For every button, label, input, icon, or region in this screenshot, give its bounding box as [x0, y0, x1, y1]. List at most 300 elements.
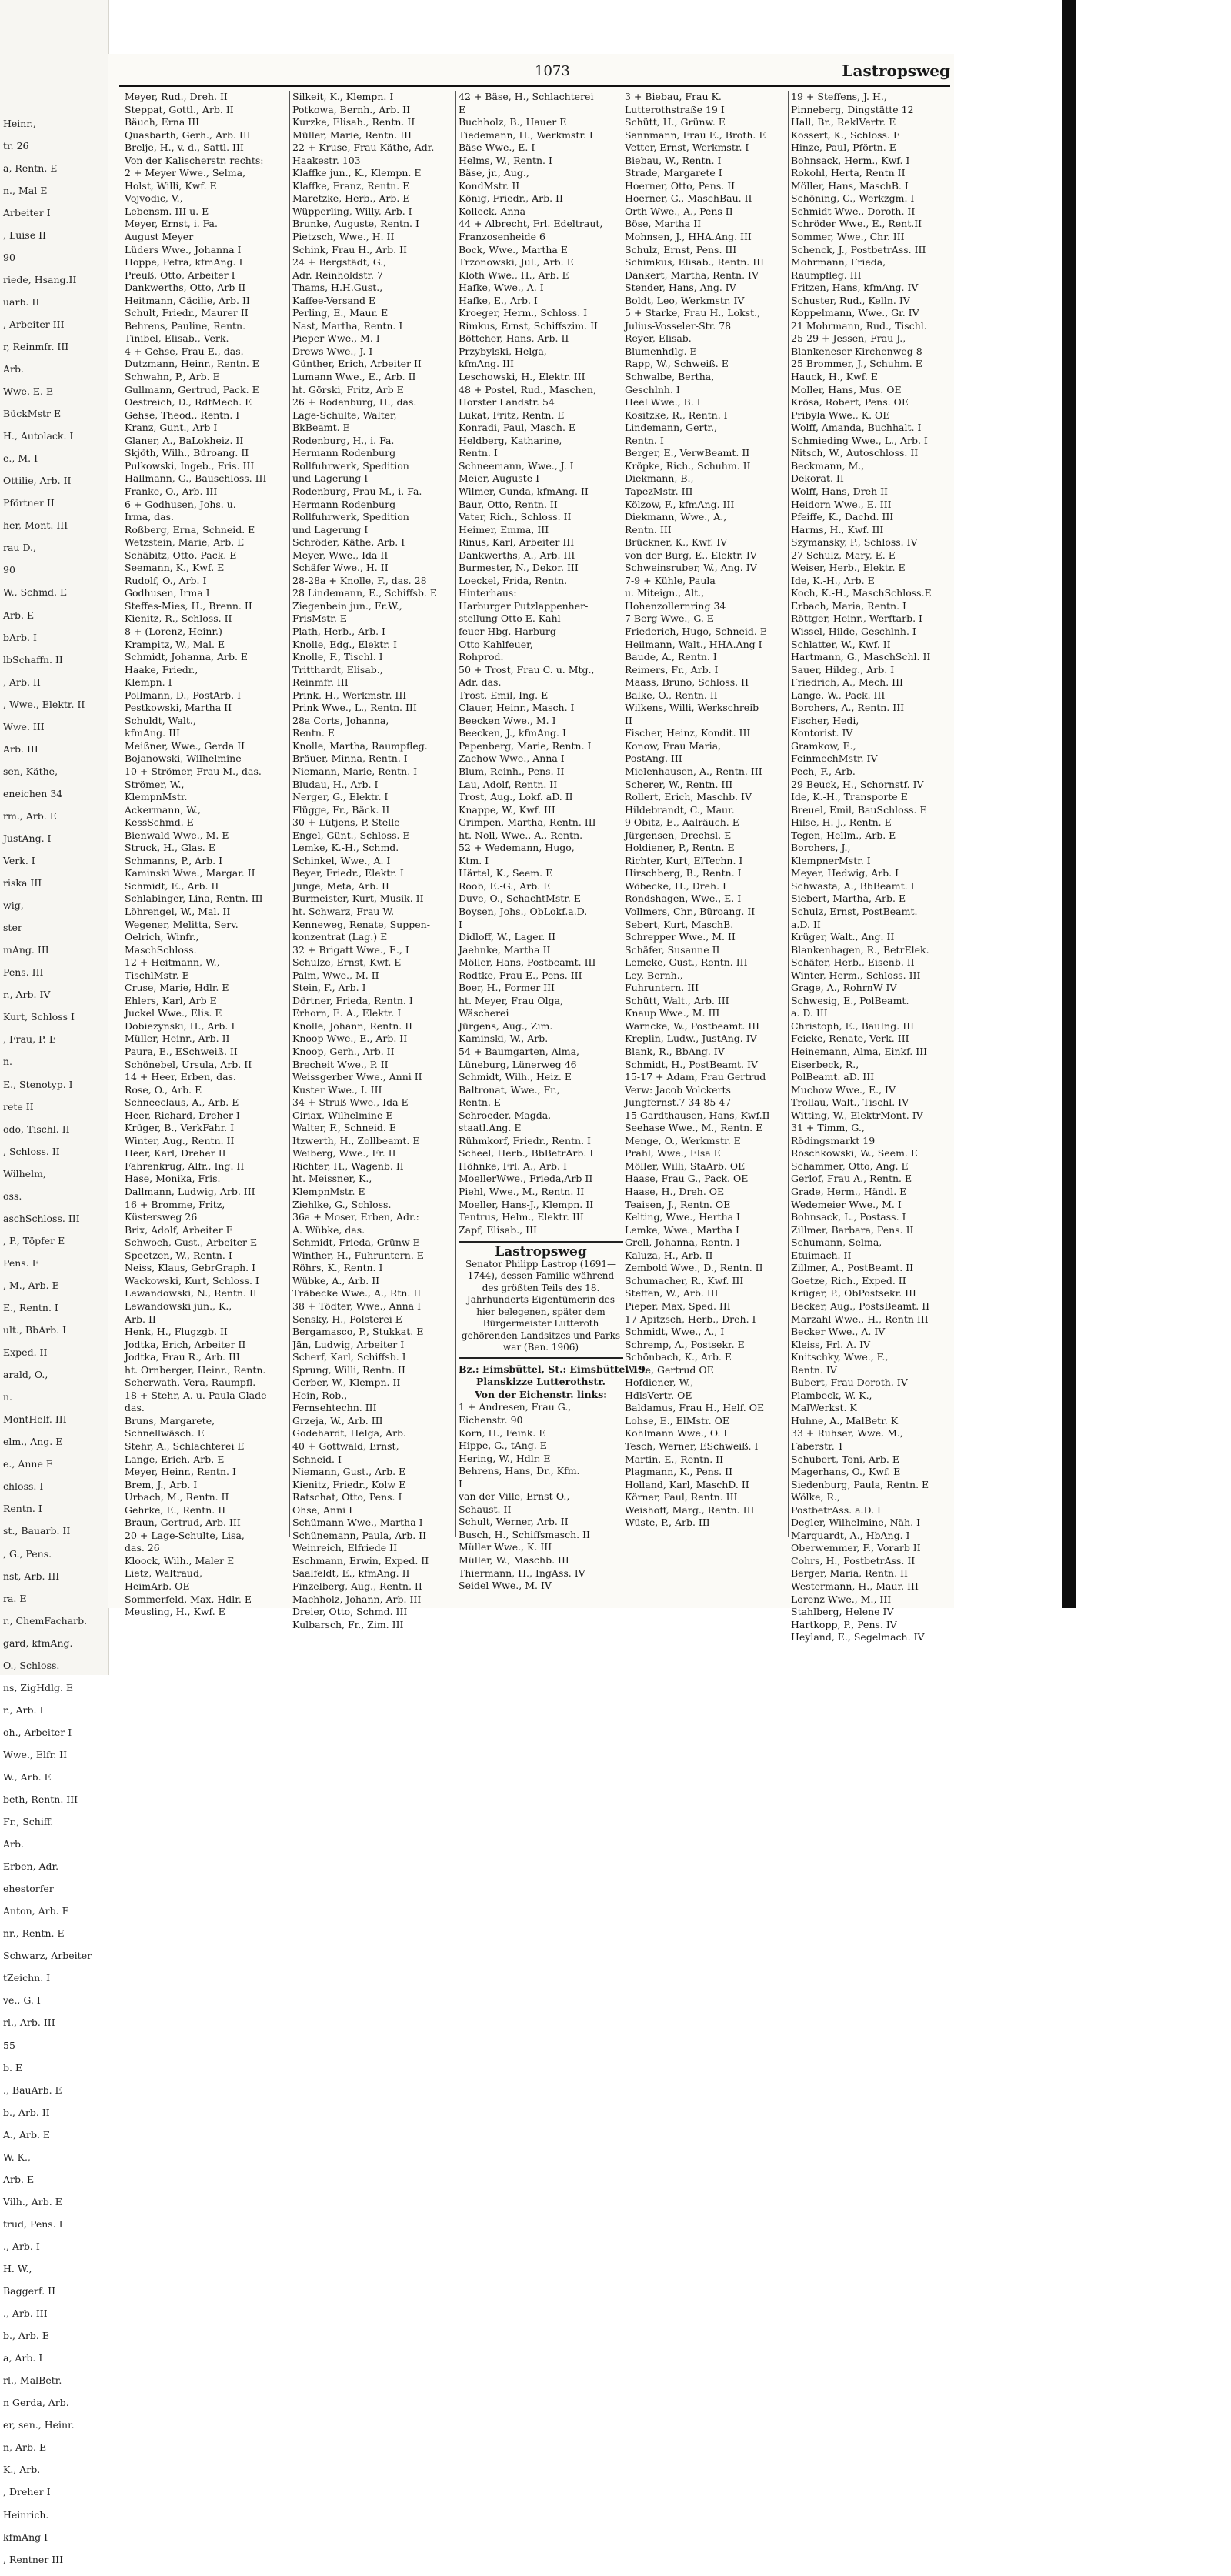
- directory-entry: sen, Käthe,: [3, 765, 58, 777]
- directory-entry: Strömer, W.,: [125, 778, 185, 790]
- directory-entry: ehestorfer: [3, 1883, 54, 1895]
- directory-entry: Schütt, H., Grünw. E: [625, 116, 726, 128]
- directory-entry: KondMstr. II: [459, 179, 520, 192]
- directory-entry: Diekmann, B.,: [625, 472, 694, 485]
- directory-entry: Schaust. II: [459, 1503, 512, 1515]
- directory-entry: 42 + Bäse, H., Schlachterei: [459, 91, 594, 102]
- directory-entry: Gehse, Theod., Rentn. I: [125, 409, 240, 421]
- directory-entry: Lindemann, Gertr.,: [625, 422, 718, 434]
- page-header: [119, 60, 950, 83]
- directory-entry: Bludau, H., Arb. I: [292, 778, 379, 790]
- directory-entry: Erbach, Maria, Rentn. I: [791, 599, 906, 612]
- directory-entry: TischlMstr. E: [125, 969, 189, 981]
- directory-entry: Pietzsch, Wwe., H. II: [292, 231, 395, 243]
- directory-entry: Wilmer, Gunda, kfmAng. II: [459, 485, 589, 497]
- directory-entry: Seehase Wwe., M., Rentn. E: [625, 1122, 763, 1134]
- directory-entry: gard, kfmAng.: [3, 1637, 73, 1649]
- directory-entry: König, Friedr., Arb. II: [459, 192, 563, 205]
- directory-entry: 9 Obitz, E., Aalräuch. E: [625, 816, 739, 829]
- directory-entry: Tegen, Hellm., Arb. E: [791, 829, 896, 841]
- directory-entry: Schulz, Ernst, Pens. III: [625, 243, 737, 255]
- directory-entry: Hinterhaus:: [459, 587, 517, 599]
- directory-entry: Böse, Martha II: [625, 218, 702, 230]
- directory-entry: Ottilie, Arb. II: [3, 475, 72, 487]
- directory-entry: 15 Gardthausen, Hans, Kwf.II: [625, 1109, 770, 1121]
- directory-entry: Löhrengel, W., Mal. II: [125, 906, 231, 917]
- directory-entry: Boysen, Johs., ObLokf.a.D.: [459, 906, 588, 917]
- directory-entry: Rentn. IV: [791, 1363, 837, 1376]
- directory-entry: Trzonowski, Jul., Arb. E: [459, 256, 574, 269]
- directory-entry: Kontorist. IV: [791, 727, 853, 739]
- directory-entry: uarb. II: [3, 295, 40, 308]
- directory-entry: Schneid. I: [292, 1453, 342, 1465]
- directory-entry: 10 + Strömer, Frau M., das.: [125, 765, 262, 777]
- directory-entry: 15-17 + Adam, Frau Gertrud: [625, 1071, 766, 1083]
- directory-entry: 16 + Bromme, Fritz,: [125, 1198, 225, 1210]
- directory-entry: nr., Rentn. E: [3, 1927, 65, 1940]
- directory-entry: Tesch, Werner, ESchweiß. I: [625, 1440, 759, 1452]
- directory-entry: Lohse, E., ElMstr. OE: [625, 1414, 729, 1426]
- directory-entry: von der Burg, E., Elektr. IV: [625, 549, 757, 561]
- directory-entry: e., Anne E: [3, 1458, 53, 1470]
- directory-entry: Dutzmann, Heinr., Rentn. E: [125, 358, 259, 370]
- directory-entry: Heer, Karl, Dreher II: [125, 1147, 226, 1160]
- directory-entry: BkBeamt. E: [292, 422, 350, 434]
- directory-entry: wig,: [3, 899, 24, 912]
- directory-entry: Rödingsmarkt 19: [791, 1134, 876, 1146]
- directory-entry: r., Arb. I: [3, 1703, 44, 1716]
- directory-entry: Kienitz, R., Schloss. II: [125, 612, 232, 625]
- directory-entry: Glaner, A., BaLokheiz. II: [125, 434, 244, 446]
- directory-entry: Heel Wwe., B. I: [625, 396, 701, 409]
- directory-entry: Meyer, Wwe., Ida II: [292, 549, 389, 561]
- directory-entry: aschSchloss. III: [3, 1212, 80, 1224]
- directory-entry: Kreplin, Ludw., JustAng. IV: [625, 1033, 757, 1045]
- directory-entry: Sprung, Willi, Rentn. II: [292, 1363, 405, 1376]
- directory-entry: her, Mont. III: [3, 519, 68, 532]
- directory-entry: Ley, Bernh.,: [625, 969, 683, 981]
- directory-entry: Heilmann, Walt., HHA.Ang I: [625, 638, 762, 650]
- directory-entry: Schmidt, E., Arb. II: [125, 879, 219, 892]
- directory-entry: Holst, Willi, Kwf. E: [125, 179, 217, 192]
- directory-entry: Kaffee-Versand E: [292, 294, 376, 306]
- directory-entry: Günther, Erich, Arbeiter II: [292, 358, 422, 370]
- directory-entry: Krüger, P., ObPostsekr. III: [791, 1287, 916, 1300]
- directory-entry: Krösa, Robert, Pens. OE: [791, 396, 909, 409]
- directory-entry: Hippe, G., tAng. E: [459, 1440, 547, 1452]
- directory-entry: Juckel Wwe., Elis. E: [125, 1007, 222, 1019]
- directory-entry: Tiedemann, H., Werkmstr. I: [459, 128, 593, 141]
- directory-entry: Schumacher, R., Kwf. III: [625, 1274, 744, 1286]
- directory-entry: Busch, H., Schiffsmasch. II: [459, 1528, 590, 1540]
- directory-entry: feuer Hbg.-Harburg: [459, 625, 556, 637]
- directory-entry: Flügge, Fr., Bäck. II: [292, 803, 390, 816]
- directory-entry: Hildebrandt, C., Maur.: [625, 803, 735, 816]
- directory-entry: 22 + Kruse, Frau Käthe, Adr.: [292, 142, 435, 154]
- directory-entry: Sommer, Wwe., Chr. III: [791, 231, 905, 243]
- directory-entry: Klaffke jun., K., Klempn. E: [292, 167, 422, 179]
- directory-entry: Bienwald Wwe., M. E: [125, 829, 229, 841]
- directory-entry: Sommerfeld, Max, Hdlr. E: [125, 1593, 252, 1605]
- directory-entry: Heinr.,: [3, 117, 36, 129]
- directory-entry: ult., BbArb. I: [3, 1324, 67, 1336]
- directory-entry: Eiserbeck, R.,: [791, 1058, 859, 1070]
- directory-entry: Hein, Rob.,: [292, 1389, 348, 1401]
- directory-entry: Wöbecke, H., Dreh. I: [625, 879, 726, 892]
- directory-entry: Knolle, Martha, Raumpfleg.: [292, 739, 428, 752]
- directory-entry: Wäscherei: [459, 1007, 509, 1019]
- directory-entry: Oelrich, Winfr.,: [125, 931, 199, 943]
- directory-entry: 5 + Starke, Frau H., Lokst.,: [625, 307, 761, 319]
- directory-entry: H., Autolack. I: [3, 430, 74, 442]
- directory-entry: Roschkowski, W., Seem. E: [791, 1147, 919, 1160]
- directory-entry: Weiser, Herb., Elektr. E: [791, 562, 906, 574]
- directory-entry: Niemann, Marie, Rentn. I: [292, 765, 418, 777]
- directory-entry: chloss. I: [3, 1480, 44, 1493]
- directory-entry: kfmAng. III: [125, 727, 180, 739]
- directory-entry: Hallmann, G., Bauschloss. III: [125, 472, 267, 485]
- directory-entry: Zillmer, Barbara, Pens. II: [791, 1223, 914, 1236]
- directory-entry: Potkowa, Bernh., Arb. II: [292, 103, 411, 115]
- directory-entry: Hartkopp, P., Pens. IV: [791, 1618, 897, 1630]
- directory-entry: Blumenhdlg. E: [625, 345, 697, 357]
- directory-entry: Schwahn, P., Arb. E: [125, 371, 220, 383]
- directory-entry: Steffen, W., Arb. III: [625, 1287, 719, 1300]
- directory-entry: HdlsVertr. OE: [625, 1389, 692, 1401]
- directory-entry: Loeckel, Frida, Rentn.: [459, 574, 568, 586]
- directory-entry: Etuimach. II: [791, 1249, 852, 1261]
- directory-entry: Mielenhausen, A., Rentn. III: [625, 765, 762, 777]
- directory-entry: Scherf, Karl, Schiffsb. I: [292, 1351, 406, 1363]
- directory-entry: Fischer, Heinz, Kondit. III: [625, 727, 751, 739]
- directory-entry: Fr., Schiff.: [3, 1816, 54, 1828]
- directory-entry: Schmidt, Wilh., Heiz. E: [459, 1071, 572, 1083]
- directory-entry: Wölke, R.,: [791, 1491, 840, 1503]
- directory-entry: Haake, Friedr.,: [125, 663, 198, 676]
- directory-entry: Wüste, P., Arb. III: [625, 1517, 710, 1529]
- directory-entry: Körner, Paul, Rentn. III: [625, 1491, 738, 1503]
- directory-entry: Schröder Wwe., E., Rent.II: [791, 218, 922, 230]
- directory-entry: Geschlnh. I: [625, 383, 680, 395]
- directory-entry: Teaisen, J., Rentn. OE: [625, 1198, 731, 1210]
- directory-entry: Böttcher, Hans, Arb. II: [459, 332, 569, 345]
- directory-entry: Gramkow, E.,: [791, 739, 856, 752]
- directory-entry: Wackowski, Kurt, Schloss. I: [125, 1274, 259, 1286]
- directory-entry: Kloth Wwe., H., Arb. E: [459, 269, 569, 281]
- directory-entry: Dörtner, Frieda, Rentn. I: [292, 994, 413, 1006]
- directory-entry: BückMstr E: [3, 408, 62, 420]
- directory-entry: Scherer, W., Rentn. III: [625, 778, 733, 790]
- directory-entry: Beyer, Friedr., Elektr. I: [292, 867, 404, 879]
- directory-entry: Weiberg, Wwe., Fr. II: [292, 1147, 396, 1160]
- directory-entry: Ehlers, Karl, Arb E: [125, 994, 217, 1006]
- directory-entry: Erben, Adr.: [3, 1860, 59, 1873]
- directory-entry: das. 26: [125, 1542, 160, 1554]
- directory-entry: Schubert, Toni, Arb. E: [791, 1453, 899, 1465]
- directory-entry: FrisMstr. E: [292, 612, 347, 625]
- directory-entry: Steffes-Mies, H., Brenn. II: [125, 599, 252, 612]
- directory-entry: Grage, A., RohrnW IV: [791, 982, 897, 994]
- directory-entry: Zachow Wwe., Anna I: [459, 752, 565, 765]
- directory-entry: Schammer, Otto, Ang. E: [791, 1160, 909, 1172]
- directory-entry: Pieper, Max, Sped. III: [625, 1300, 731, 1312]
- directory-entry: Wolff, Hans, Dreh II: [791, 485, 888, 497]
- directory-entry: Schöning, C., Werkzgm. I: [791, 192, 915, 205]
- lastropsweg-entries: [459, 1401, 623, 1592]
- directory-entry: 18 + Stehr, A. u. Paula Glade: [125, 1389, 267, 1401]
- directory-entry: Brunke, Auguste, Rentn. I: [292, 218, 419, 230]
- directory-entry: und Lagerung I: [292, 523, 369, 536]
- directory-entry: Dreier, Otto, Schmd. III: [292, 1606, 408, 1618]
- directory-entry: Heinemann, Alma, Einkf. III: [791, 1046, 928, 1058]
- directory-entry: Lietz, Waltraud,: [125, 1567, 202, 1580]
- directory-entry: Kohlmann Wwe., O. I: [625, 1427, 728, 1440]
- directory-entry: , Arb. II: [3, 676, 41, 688]
- directory-entry: r, Reinmfr. III: [3, 340, 69, 352]
- directory-entry: Lebensm. III u. E: [125, 205, 209, 217]
- directory-entry: konzentrat (Lag.) E: [292, 931, 388, 943]
- directory-entry: 55: [3, 2039, 15, 2051]
- directory-entry: Wwe., Elfr. II: [3, 1748, 68, 1760]
- directory-entry: MaschSchloss.: [125, 943, 197, 956]
- directory-entry: Röttger, Heinr., Werftarb. I: [791, 612, 922, 625]
- directory-entry: Konow, Frau Maria,: [625, 739, 722, 752]
- directory-entry: Meyer, Rud., Dreh. II: [125, 91, 228, 102]
- directory-entry: Godhusen, Irma I: [125, 587, 210, 599]
- directory-entry: er, sen., Heinr.: [3, 2419, 75, 2431]
- directory-entry: Becker, Aug., PostsBeamt. II: [791, 1300, 930, 1312]
- directory-entry: Schulze, Ernst, Kwf. E: [292, 956, 402, 969]
- directory-entry: Weissgerber Wwe., Anni II: [292, 1071, 422, 1083]
- directory-entry: Schult, Friedr., Maurer II: [125, 307, 249, 319]
- directory-entry: Helms, W., Rentn. I: [459, 154, 552, 166]
- directory-entry: Jürgensen, Drechsl. E: [625, 829, 732, 841]
- directory-entry: Korn, H., Feink. E: [459, 1426, 546, 1439]
- directory-entry: PostbetrAss. a.D. I: [791, 1503, 881, 1516]
- directory-entry: Bäuch, Erna III: [125, 116, 200, 128]
- directory-entry: Lewandowski, N., Rentn. II: [125, 1287, 257, 1300]
- directory-entry: Burmester, N., Dekor. III: [459, 562, 579, 574]
- directory-entry: Mohrmann, Frieda,: [791, 256, 886, 269]
- directory-entry: Moller, Hans, Mus. OE: [791, 383, 902, 395]
- directory-entry: Röhrs, K., Rentn. I: [292, 1262, 383, 1274]
- directory-entry: Haakestr. 103: [292, 154, 361, 166]
- directory-entry: Tentrus, Helm., Elektr. III: [459, 1211, 584, 1223]
- directory-entry: Preuß, Otto, Arbeiter I: [125, 269, 235, 281]
- directory-entry: 50 + Trost, Frau C. u. Mtg.,: [459, 663, 595, 676]
- previous-page-text: [3, 108, 103, 2576]
- directory-entry: Hall, Br., ReklVertr. E: [791, 116, 896, 128]
- directory-entry: , M., Arb. E: [3, 1279, 59, 1291]
- directory-entry: Holland, Karl, MaschD. II: [625, 1478, 749, 1490]
- directory-entry: Winter, Aug., Rentn. II: [125, 1134, 235, 1146]
- directory-entry: Jodtka, Frau R., Arb. III: [125, 1351, 240, 1363]
- directory-entry: Neiss, Klaus, GebrGraph. I: [125, 1262, 256, 1274]
- directory-entry: 19 + Steffens, J. H.,: [791, 91, 887, 102]
- directory-entry: Weishoff, Marg., Rentn. III: [625, 1503, 755, 1516]
- directory-entry: Heimer, Emma, III: [459, 523, 549, 536]
- directory-entry: b., Arb. II: [3, 2106, 50, 2118]
- directory-entry: Horster Landstr. 54: [459, 396, 555, 409]
- directory-entry: Bäse Wwe., E. I: [459, 142, 535, 154]
- directory-entry: Grell, Johanna, Rentn. I: [625, 1236, 740, 1249]
- directory-entry: a, Arb. I: [3, 2352, 43, 2364]
- directory-entry: Baggerf. II: [3, 2285, 56, 2297]
- directory-entry: K., Arb.: [3, 2464, 41, 2476]
- directory-entry: Konradi, Paul, Masch. E: [459, 422, 576, 434]
- directory-entry: , Wwe., Elektr. II: [3, 698, 85, 710]
- directory-entry: 3 + Biebau, Frau K.: [625, 91, 722, 102]
- directory-entry: Junge, Meta, Arb. II: [292, 879, 389, 892]
- directory-entry: Kloock, Wilh., Maler E: [125, 1554, 235, 1567]
- directory-entry: Knitschky, Wwe., F.,: [791, 1351, 889, 1363]
- directory-entry: Brelje, H., v. d., Sattl. III: [125, 142, 244, 154]
- directory-entry: Piehl, Wwe., M., Rentn. II: [459, 1186, 585, 1198]
- directory-entry: Blankenhagen, R., BetrElek.: [791, 943, 929, 956]
- directory-column-3: [459, 91, 646, 1592]
- directory-entry: Perling, E., Maur. E: [292, 307, 389, 319]
- directory-entry: Lukat, Fritz, Rentn. E: [459, 409, 565, 421]
- directory-entry: Schimkus, Elisab., Rentn. III: [625, 256, 765, 269]
- directory-entry: 20 + Lage-Schulte, Lisa,: [125, 1529, 245, 1541]
- directory-entry: Jürgens, Aug., Zim.: [459, 1019, 553, 1032]
- directory-entry: Meyer, Hedwig, Arb. I: [791, 867, 899, 879]
- directory-entry: Hermann Rodenburg: [292, 498, 396, 510]
- directory-entry: Rühmkorf, Friedr., Rentn. I: [459, 1134, 591, 1146]
- directory-entry: Baldamus, Frau H., Helf. OE: [625, 1402, 765, 1414]
- directory-entry: Beckmann, M.,: [791, 459, 865, 472]
- directory-entry: Lange, Erich, Arb. E: [125, 1453, 225, 1465]
- directory-entry: , Rentner III: [3, 2553, 64, 2565]
- directory-entry: Rentn. I: [459, 447, 498, 459]
- directory-entry: KlempnMstr. E: [292, 1186, 365, 1198]
- directory-entry: Lutterothstraße 19 I: [625, 103, 725, 115]
- directory-entry: Hering, W., Hdlr. E: [459, 1452, 551, 1464]
- directory-entry: Machholz, Johann, Arb. III: [292, 1593, 422, 1605]
- directory-entry: ., Arb. I: [3, 2240, 40, 2252]
- directory-entry: Walter, F., Schneid. E: [292, 1122, 396, 1134]
- directory-entry: Lewandowski jun., K.,: [125, 1300, 232, 1312]
- directory-entry: Schink, Frau H., Arb. II: [292, 243, 407, 255]
- directory-entry: Warncke, W., Postbeamt. III: [625, 1019, 760, 1032]
- directory-entry: Pestkowski, Martha II: [125, 702, 232, 714]
- directory-entry: Bubert, Frau Doroth. IV: [791, 1376, 908, 1389]
- directory-entry: u. Miteign., Alt.,: [625, 587, 705, 599]
- directory-entry: Bräuer, Minna, Rentn. I: [292, 752, 408, 765]
- directory-entry: Wedemeier Wwe., M. I: [791, 1198, 902, 1210]
- directory-entry: Oestreich, D., RdfMech. E: [125, 396, 252, 409]
- directory-entry: Schwesig, E., PolBeamt.: [791, 994, 909, 1006]
- directory-entry: 31 + Timm, G.,: [791, 1122, 865, 1134]
- directory-entry: Rudolf, O., Arb. I: [125, 574, 207, 586]
- directory-entry: van der Ville, Ernst-O.,: [459, 1490, 570, 1503]
- directory-entry: Schlabinger, Lina, Rentn. III: [125, 893, 263, 905]
- directory-entry: Pens. III: [3, 966, 44, 979]
- directory-entry: , Arbeiter III: [3, 318, 65, 330]
- directory-entry: , Luise II: [3, 229, 46, 241]
- directory-entry: Fernsehtechn. III: [292, 1402, 377, 1414]
- directory-entry: 28a Corts, Johanna,: [292, 714, 389, 726]
- directory-entry: Müller, Heinr., Arb. II: [125, 1033, 230, 1045]
- directory-entry: PolBeamt. aD. III: [791, 1071, 875, 1083]
- directory-entry: Kölzow, F., kfmAng. III: [625, 498, 735, 510]
- directory-entry: Haase, H., Dreh. OE: [625, 1186, 725, 1198]
- directory-entry: Arb. III: [3, 742, 38, 755]
- directory-entry: 8 + (Lorenz, Heinr.): [125, 625, 222, 637]
- directory-entry: HeimArb. OE: [125, 1580, 190, 1592]
- directory-entry: I: [459, 918, 462, 930]
- directory-entry: Schmidt Wwe., Doroth. II: [791, 205, 916, 217]
- directory-entry: Nerger, G., Elektr. I: [292, 791, 389, 803]
- directory-entry: Knoop Wwe., E., Arb. II: [292, 1033, 408, 1045]
- directory-entry: Stender, Hans, Ang. IV: [625, 282, 736, 294]
- directory-entry: Kossert, K., Schloss. E: [791, 128, 900, 141]
- directory-entry: Steppat, Gottl., Arb. II: [125, 103, 234, 115]
- directory-entry: Fritzen, Hans, kfmAng. IV: [791, 282, 919, 294]
- directory-entry: Klaffke, Franz, Rentn. E: [292, 179, 410, 192]
- directory-entry: 14 + Heer, Erben, das.: [125, 1071, 236, 1083]
- directory-entry: Ohse, Anni I: [292, 1503, 353, 1516]
- directory-entry: Grzeja, W., Arb. III: [292, 1414, 383, 1426]
- directory-entry: Rodenburg, Frau M., i. Fa.: [292, 485, 422, 497]
- directory-entry: MalWerkst. K: [791, 1402, 857, 1414]
- directory-entry: Fischer, Hedi,: [791, 714, 859, 726]
- directory-entry: Rentn. E: [459, 1096, 502, 1109]
- directory-entry: Schröder, Käthe, Arb. I: [292, 536, 405, 549]
- directory-column-2: [292, 91, 457, 1630]
- directory-entry: Krüger, Walt., Ang. II: [791, 931, 895, 943]
- directory-entry: Moeller, Hans-J., Klempn. II: [459, 1198, 594, 1210]
- directory-entry: ve., G. I: [3, 1994, 41, 2007]
- directory-entry: Kositzke, R., Rentn. I: [625, 409, 728, 421]
- column-divider: [289, 91, 290, 1537]
- directory-entry: Otto Kahlfeuer,: [459, 638, 533, 650]
- directory-entry: Möller, Hans, Postbeamt. III: [459, 956, 596, 969]
- directory-entry: n, Arb. E: [3, 2441, 47, 2454]
- directory-entry: Bruns, Margarete,: [125, 1414, 215, 1426]
- directory-entry: rete II: [3, 1100, 34, 1113]
- directory-entry: Vojvodic, V.,: [125, 192, 183, 205]
- directory-entry: Marquardt, A., HbAng. I: [791, 1529, 910, 1541]
- directory-entry: Reyer, Elisab.: [625, 332, 692, 345]
- directory-entry: Grade, Herm., Händl. E: [791, 1186, 907, 1198]
- directory-entry: Jän, Ludwig, Arbeiter I: [292, 1338, 405, 1350]
- directory-entry: Berger, Maria, Rentn. II: [791, 1567, 908, 1580]
- directory-entry: W., Schmd. E: [3, 586, 68, 599]
- directory-entry: Orth Wwe., A., Pens II: [625, 205, 733, 217]
- directory-entry: Fuhruntern. III: [625, 982, 699, 994]
- directory-entry: Gerlof, Frau A., Rentn. E: [791, 1173, 912, 1185]
- directory-entry: Rondshagen, Wwe., E. I: [625, 893, 742, 905]
- directory-entry: Prahl, Wwe., Elsa E: [625, 1147, 721, 1160]
- directory-entry: Lumann Wwe., E., Arb. II: [292, 371, 416, 383]
- directory-entry: 17 Apitzsch, Herb., Dreh. I: [625, 1313, 756, 1325]
- directory-entry: 21 Mohrmann, Rud., Tischl.: [791, 319, 927, 332]
- directory-entry: Ziegenbein jun., Fr.W.,: [292, 599, 402, 612]
- directory-entry: Rapp, W., Schweiß. E: [625, 358, 729, 370]
- directory-entry: nst, Arb. III: [3, 1570, 60, 1582]
- directory-entry: Meier, Auguste I: [459, 472, 540, 485]
- directory-entry: 28 Lindemann, E., Schiffsb. E: [292, 587, 438, 599]
- directory-entry: Kenneweg, Renate, Suppen-: [292, 918, 430, 930]
- directory-entry: Grimpen, Martha, Rentn. III: [459, 816, 596, 829]
- directory-entry: Hoppe, Petra, kfmAng. I: [125, 256, 243, 269]
- directory-entry: 7-9 + Kühle, Paula: [625, 574, 716, 586]
- directory-column-1: [125, 91, 289, 1618]
- directory-entry: Meyer, Heinr., Rentn. I: [125, 1466, 236, 1478]
- directory-entry: Holdiener, P., Rentn. E: [625, 842, 735, 854]
- directory-entry: Franzosenheide 6: [459, 231, 545, 243]
